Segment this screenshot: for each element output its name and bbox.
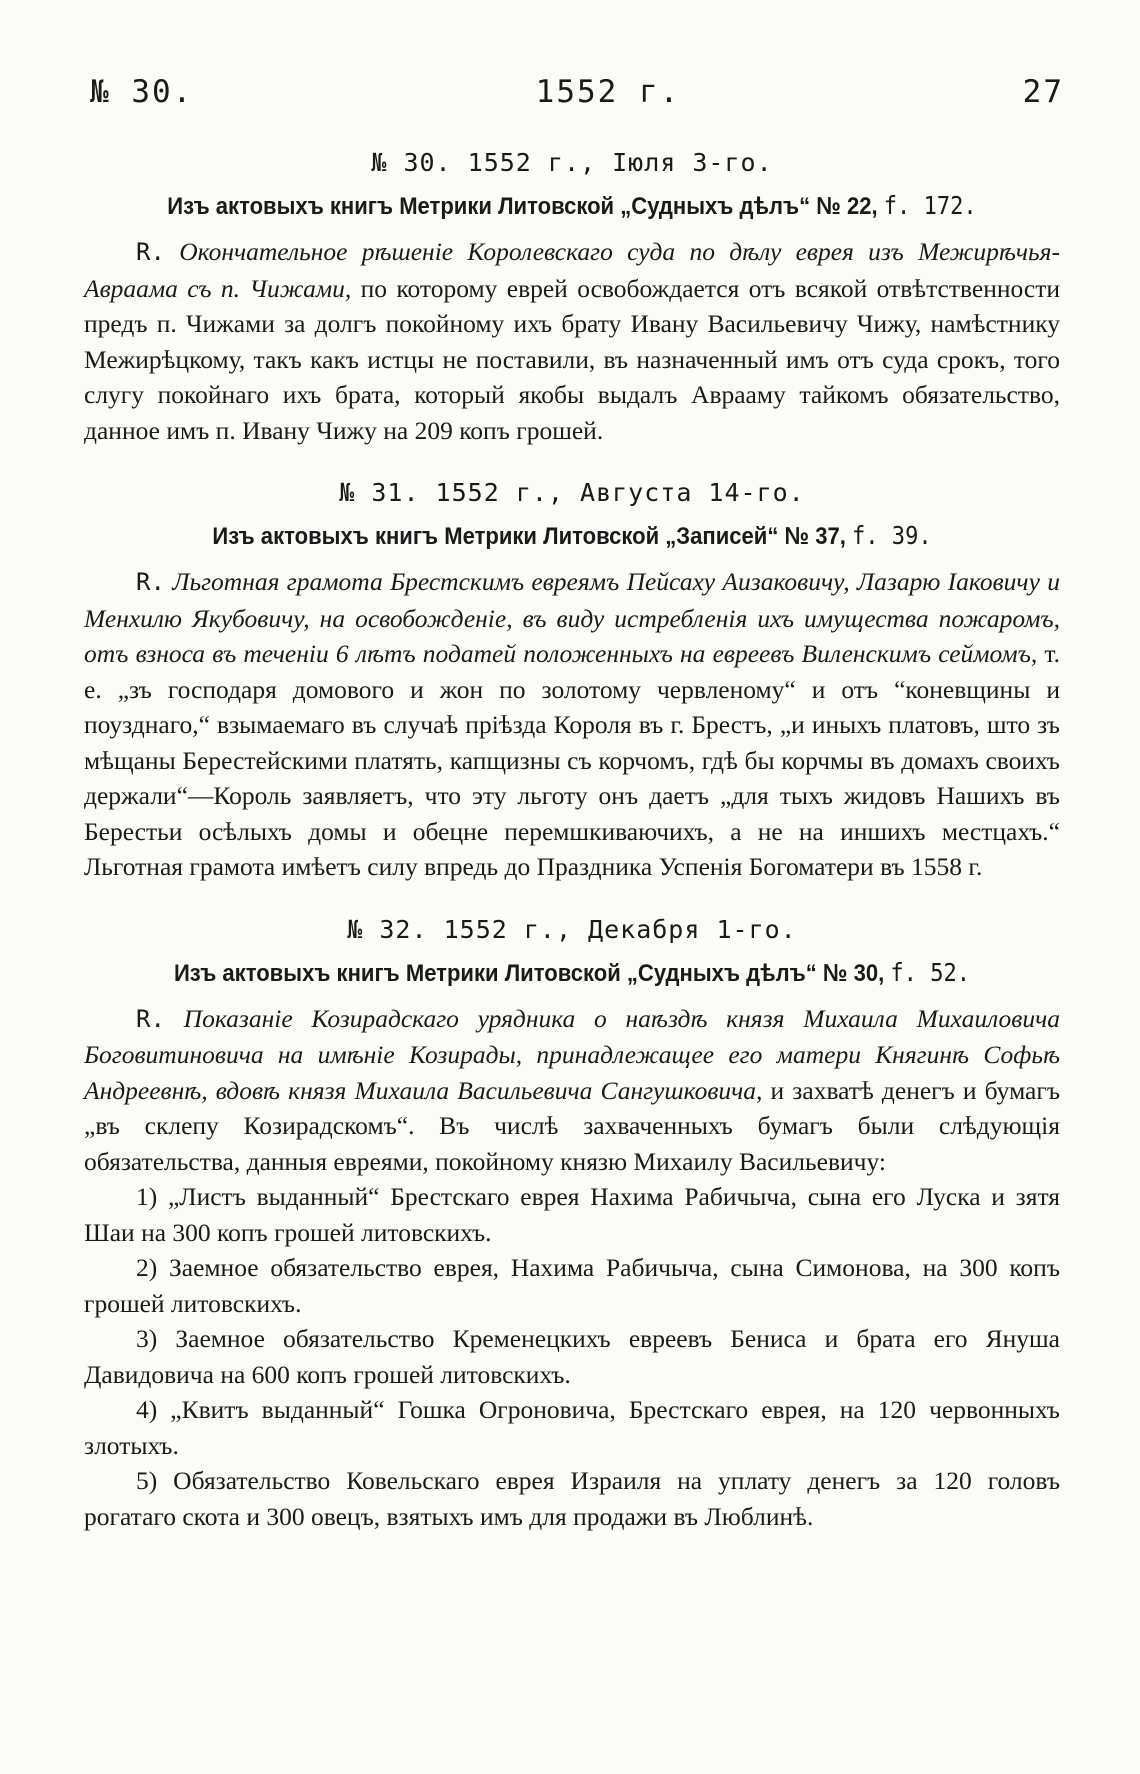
folio: f. 52. xyxy=(890,957,971,987)
document-32 xyxy=(84,915,1060,1535)
document-header: № 30. 1552 г., Іюля 3-го. xyxy=(371,148,773,177)
source-title: Изъ актовыхъ книгъ Метрики Литовской „Судныхъ дѣлъ“ № 22, xyxy=(167,193,878,220)
regest-italic: Окончательное рѣшеніе Королевскаго суда по дѣлу еврея изъ Межирѣчья-Авраама съ п. Чижами, xyxy=(84,237,1060,303)
regest-text: и захватѣ денегъ и бумагъ „въ склепу Козирадскомъ“. Въ числѣ захваченныхъ бумагъ были слѣдующія обязательства, данныя евреями, покойному князю Михаилу Васильевичу: xyxy=(84,1075,1061,1176)
regest-paragraph xyxy=(84,234,1060,448)
source-title: Изъ актовыхъ книгъ Метрики Литовской „Записей“ № 37, xyxy=(212,523,846,550)
regest-mark: R. xyxy=(136,568,165,596)
running-head-year: 1552 г. xyxy=(535,74,681,110)
regest-text: по которому еврей освобождается отъ всякой отвѣтственности предъ п. Чижами за долгъ покойному ихъ брату Ивану Васильевичу Чижу, намѣстнику Межирѣцкому, такъ какъ истцы не поставили, въ назначенный имъ отъ суда срокъ, того слугу покойнаго ихъ брата, который якобы выдалъ Аврааму тайкомъ обязательство, данное имъ п. Ивану Чижу на 209 копъ грошей. xyxy=(84,273,1061,445)
list-item: 3) Заемное обязательство Кременецкихъ евреевъ Бениса и брата его Януша Давидовича на 600 копъ грошей литовскихъ. xyxy=(84,1324,1060,1389)
regest-italic: Льготная грамота Брестскимъ евреямъ Пейсаху Аизаковичу, Лазарю Іаковичу и Менхилю Якубовичу, на освобожденіе, въ виду истребленія ихъ имущества пожаромъ, отъ взноса въ теченіи 6 лѣтъ податей положенныхъ на евреевъ Виленскимъ сеймомъ, xyxy=(84,567,1060,668)
document-header: № 31. 1552 г., Августа 14-го. xyxy=(339,478,805,507)
document-source xyxy=(133,958,1011,988)
document-header: № 32. 1552 г., Декабря 1-го. xyxy=(347,914,797,944)
running-head xyxy=(90,74,1064,110)
regest-italic: Показаніе Козирадскаго урядника о наѣздѣ князя Михаила Михаиловича Боговитиновича на имѣніе Козирады, принадлежащее его матери Княгинѣ Софьѣ Андреевнѣ, вдовѣ князя Михаила Васильевича Сангушковича, xyxy=(84,1003,1061,1105)
document-30 xyxy=(84,148,1060,448)
document-31 xyxy=(84,478,1060,885)
regest-paragraph xyxy=(84,1001,1060,1180)
source-title: Изъ актовыхъ книгъ Метрики Литовской „Судныхъ дѣлъ“ № 30, xyxy=(173,959,885,987)
document-source xyxy=(133,191,1011,221)
page-number: 27 xyxy=(1022,74,1064,110)
list-item: 5) Обязательство Ковельскаго еврея Израиля на уплату денегъ за 120 головъ рогатаго скота и 300 овецъ, взятыхъ имъ для продажи въ Люблинѣ. xyxy=(84,1466,1060,1531)
regest-mark: R. xyxy=(136,1004,165,1033)
regest-paragraph xyxy=(84,564,1060,885)
running-head-doc-number: № 30. xyxy=(90,74,194,110)
list-item: 2) Заемное обязательство еврея, Нахима Рабичыча, сына Симонова, на 300 копъ грошей литовскихъ. xyxy=(84,1253,1060,1318)
document-source xyxy=(133,521,1011,551)
page-content xyxy=(84,148,1060,1534)
regest-text: т. е. „зъ господаря домового и жон по золотому червленому“ и отъ “коневщины и поузднаго,“ взымаемаго въ случаѣ пріѣзда Короля въ г. Брестъ, „и иныхъ платовъ, што зъ мѣщаны Берестейскими платять, капщизны съ корчомъ, гдѣ бы корчмы въ домахъ своихъ держали“—Король заявляетъ, что эту льготу онъ даетъ „для тыхъ жидовъ Нашихъ въ Берестьи осѣлыхъ домы и обецне перемшкиваючихъ, а не на иншихъ местцахъ.“ Льготная грамота имѣетъ силу впредь до Праздника Успенія Богоматери въ 1558 г. xyxy=(84,639,1060,881)
folio: f. 172. xyxy=(883,191,977,220)
list-item: 1) „Листъ выданный“ Брестскаго еврея Нахима Рабичыча, сына его Луска и зятя Шаи на 300 копъ грошей литовскихъ. xyxy=(84,1182,1060,1247)
list-item: 4) „Квитъ выданный“ Гошка Огроновича, Брестскаго еврея, на 120 червонныхъ злотыхъ. xyxy=(84,1395,1060,1460)
regest-mark: R. xyxy=(136,238,165,266)
folio: f. 39. xyxy=(851,521,932,550)
